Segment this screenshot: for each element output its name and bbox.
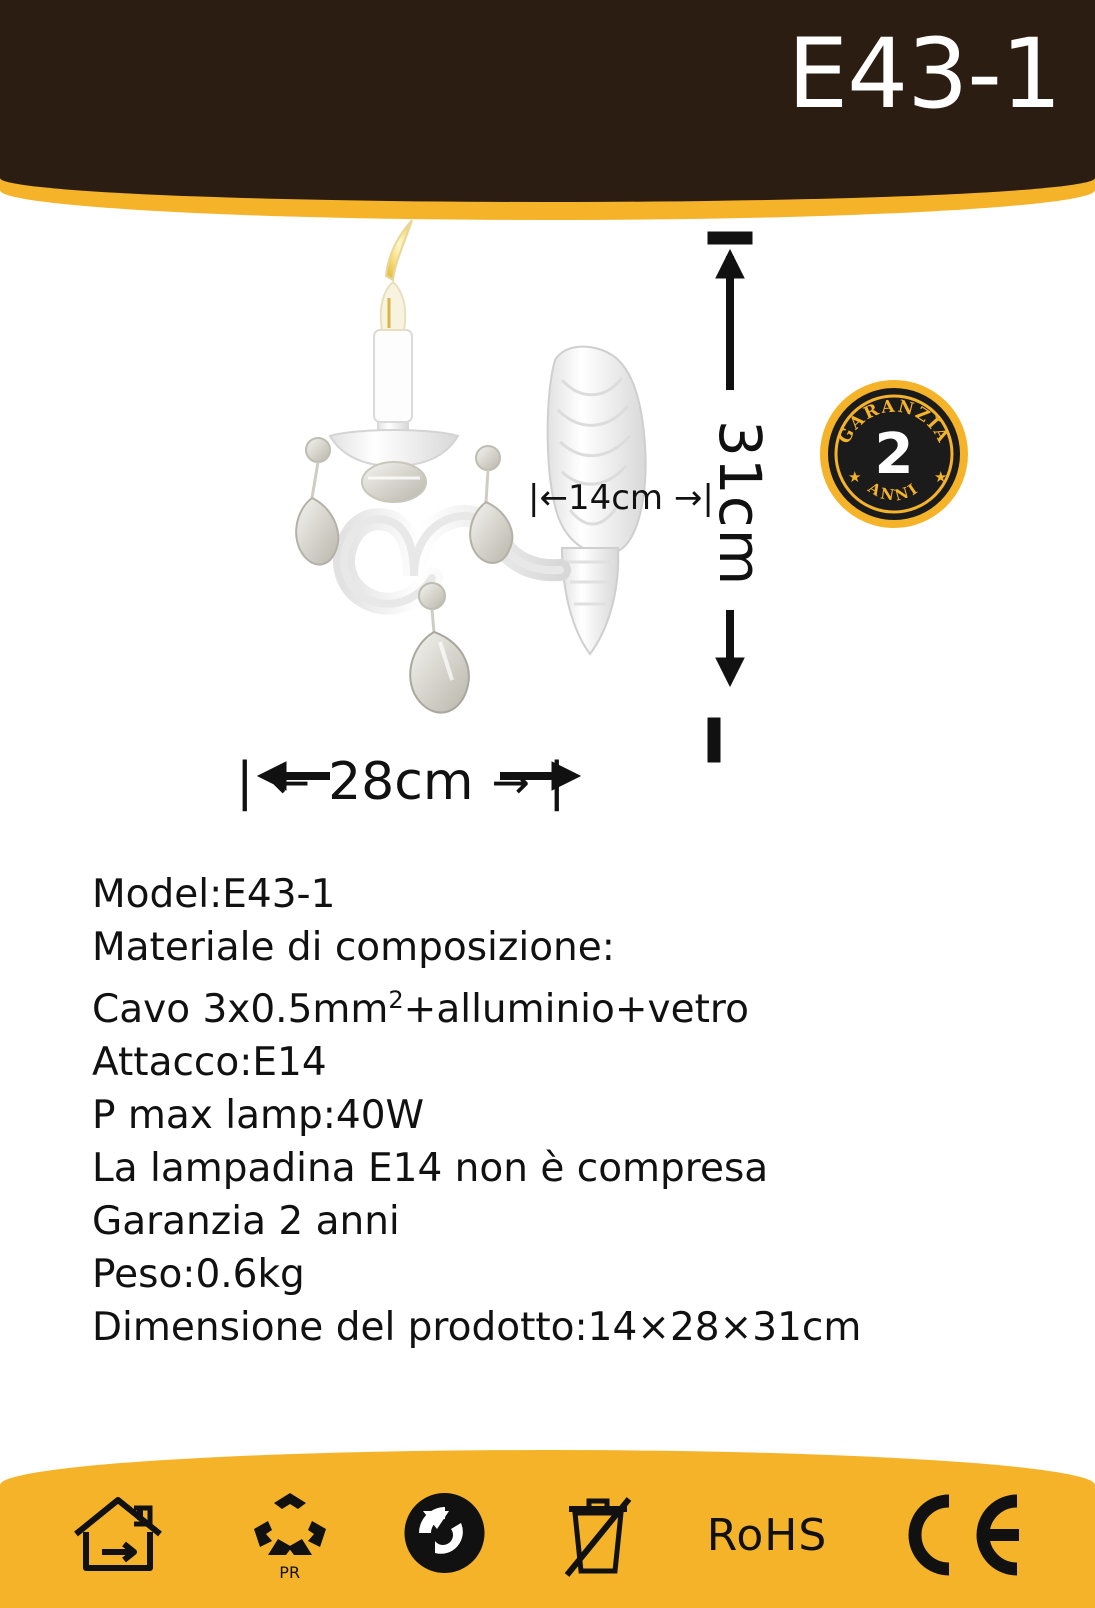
- dimension-height-label: 31cm: [706, 420, 774, 587]
- spec-cable-post: +alluminio+vetro: [403, 987, 749, 1032]
- warranty-badge: [818, 378, 970, 530]
- spec-socket: Attacco:E14: [92, 1040, 327, 1085]
- spec-cable-pre: Cavo 3x0.5mm: [92, 987, 389, 1032]
- dimension-depth-label: 28cm: [328, 752, 474, 812]
- warranty-years-number: 2: [874, 422, 914, 487]
- specifications-list: [92, 868, 1012, 1354]
- spec-warranty: Garanzia 2 anni: [92, 1199, 400, 1244]
- footer-icon-row: [0, 1468, 1095, 1608]
- ce-mark-icon: [893, 1493, 1025, 1577]
- warranty-bottom-text: ANNI: [864, 478, 924, 505]
- dimension-depth-group: [236, 752, 566, 812]
- svg-text:★: ★: [848, 469, 862, 486]
- depth-tick-right: |: [548, 752, 566, 812]
- recycle-pr-icon: [244, 1489, 336, 1582]
- dimension-width-label: |←14cm →|: [528, 478, 714, 518]
- spec-bulb-not-included: La lampadina E14 non è compresa: [92, 1146, 769, 1191]
- central-stem: [330, 220, 458, 502]
- spec-material-heading: Materiale di composizione:: [92, 925, 615, 970]
- header-dark-curve: [0, 150, 1095, 202]
- rohs-label: RoHS: [706, 1509, 828, 1561]
- warranty-top-text: GARANZIA: [834, 396, 954, 448]
- spec-cable-sup: 2: [388, 986, 404, 1014]
- page-title: E43-1: [787, 18, 1061, 130]
- weee-crossed-bin-icon: [555, 1487, 641, 1584]
- spec-weight: Peso:0.6kg: [92, 1252, 305, 1297]
- depth-arrow-left: ←: [271, 755, 311, 809]
- curved-arm: [344, 516, 560, 604]
- depth-arrow-right: →: [491, 755, 531, 809]
- spec-material-detail: [92, 974, 1012, 1036]
- spec-model: Model:E43-1: [92, 872, 336, 917]
- depth-tick-left: |: [236, 752, 254, 812]
- recycle-pr-label: PR: [279, 1562, 301, 1582]
- indoor-use-icon: [70, 1490, 178, 1581]
- svg-text:★: ★: [934, 469, 948, 486]
- spec-product-dimensions: Dimensione del prodotto:14×28×31cm: [92, 1305, 862, 1350]
- spec-max-power: P max lamp:40W: [92, 1093, 425, 1138]
- recyclable-arrow-icon: [401, 1489, 489, 1582]
